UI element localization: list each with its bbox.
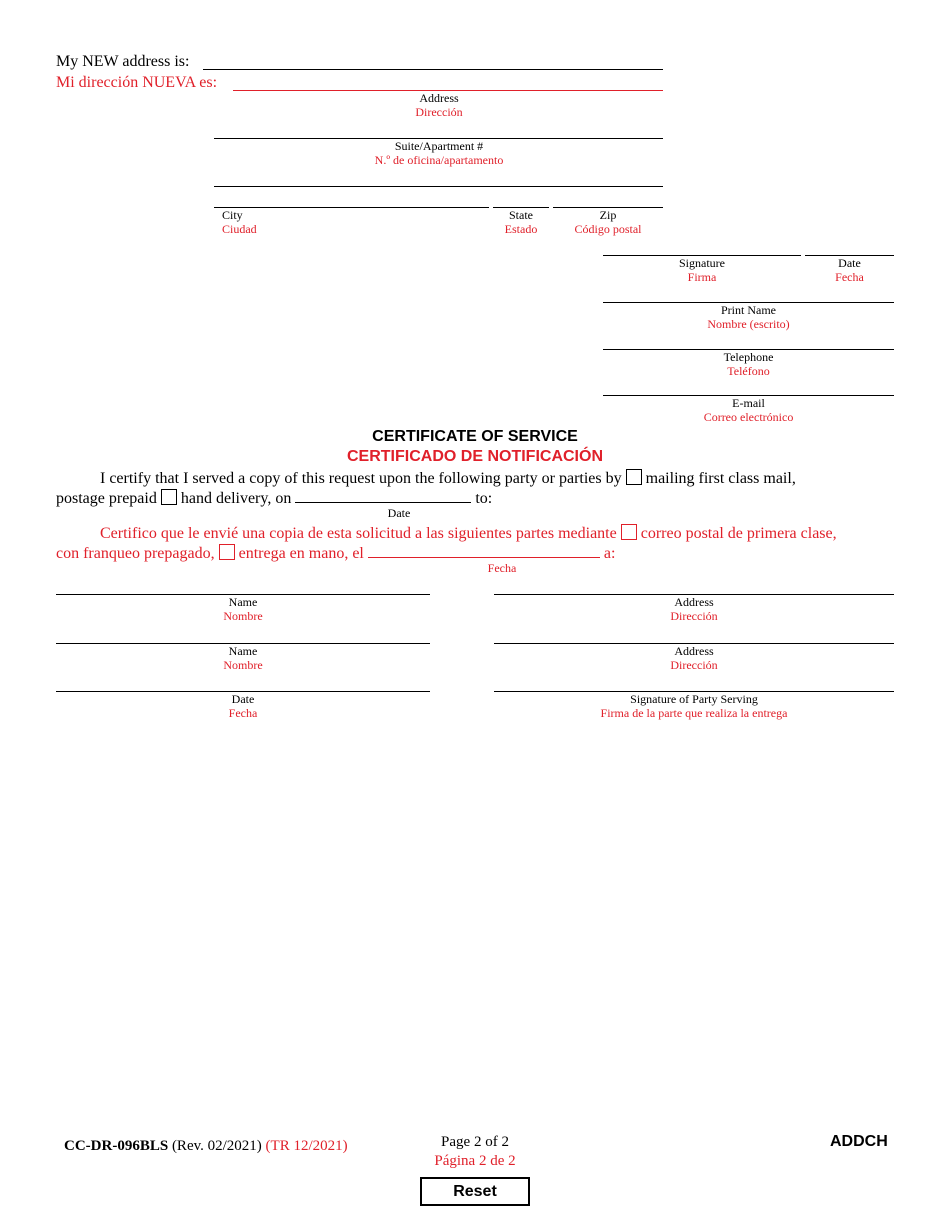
print-name-label: Print Name Nombre (escrito) <box>707 303 790 331</box>
certify-line2-en: postage prepaid hand delivery, on to: <box>56 490 493 507</box>
form-code: CC-DR-096BLS (Rev. 02/2021) (TR 12/2021) <box>64 1138 348 1154</box>
new-address-label-es: Mi dirección NUEVA es: <box>56 74 218 91</box>
hand-delivery-checkbox-en[interactable] <box>161 489 177 505</box>
service-date-caption-es: Fecha <box>487 561 517 575</box>
address-field-label: Address Dirección <box>415 91 463 119</box>
party-address-1-label: Address Dirección <box>670 595 718 623</box>
serving-signature-label: Signature of Party Serving Firma de la parte que realiza la entrega <box>600 692 788 720</box>
service-date-field-en[interactable] <box>295 489 471 503</box>
signature-label: Signature Firma <box>679 256 725 284</box>
certificate-title-es: CERTIFICADO DE NOTIFICACIÓN <box>347 448 603 465</box>
party-address-2-label: Address Dirección <box>670 644 718 672</box>
party-name-2-label: Name Nombre <box>223 644 263 672</box>
party-name-1-label: Name Nombre <box>223 595 263 623</box>
signature-date-label: Date Fecha <box>835 256 864 284</box>
certify-line2-es: con franqueo prepagado, entrega en mano, el a: <box>56 545 616 562</box>
service-date-caption-en: Date <box>387 506 411 520</box>
form-id: ADDCH <box>830 1133 888 1150</box>
city-field-label: City Ciudad <box>222 208 257 236</box>
state-field-label: State Estado <box>504 208 538 236</box>
new-address-line-en[interactable] <box>203 69 663 70</box>
certificate-title-en: CERTIFICATE OF SERVICE <box>372 428 578 445</box>
new-address-label-en: My NEW address is: <box>56 53 190 70</box>
suite-field-label: Suite/Apartment # N.º de oficina/apartamento <box>374 139 504 167</box>
email-label: E-mail Correo electrónico <box>703 396 794 424</box>
city-state-zip-line[interactable] <box>214 186 663 187</box>
mail-checkbox-es[interactable] <box>621 524 637 540</box>
telephone-label: Telephone Teléfono <box>723 350 774 378</box>
certify-line1-en: I certify that I served a copy of this request upon the following party or parties by mailing first class mail, <box>100 470 796 487</box>
service-date-field-es[interactable] <box>368 544 600 558</box>
certify-line1-es: Certifico que le envié una copia de esta solicitud a las siguientes partes mediante correo postal de primera clase, <box>100 525 837 542</box>
hand-delivery-checkbox-es[interactable] <box>219 544 235 560</box>
serving-date-label: Date Fecha <box>228 692 258 720</box>
reset-button[interactable]: Reset <box>420 1177 530 1206</box>
zip-field-label: Zip Código postal <box>574 208 642 236</box>
page-number: Page 2 of 2 Página 2 de 2 <box>434 1134 516 1169</box>
mail-checkbox-en[interactable] <box>626 469 642 485</box>
